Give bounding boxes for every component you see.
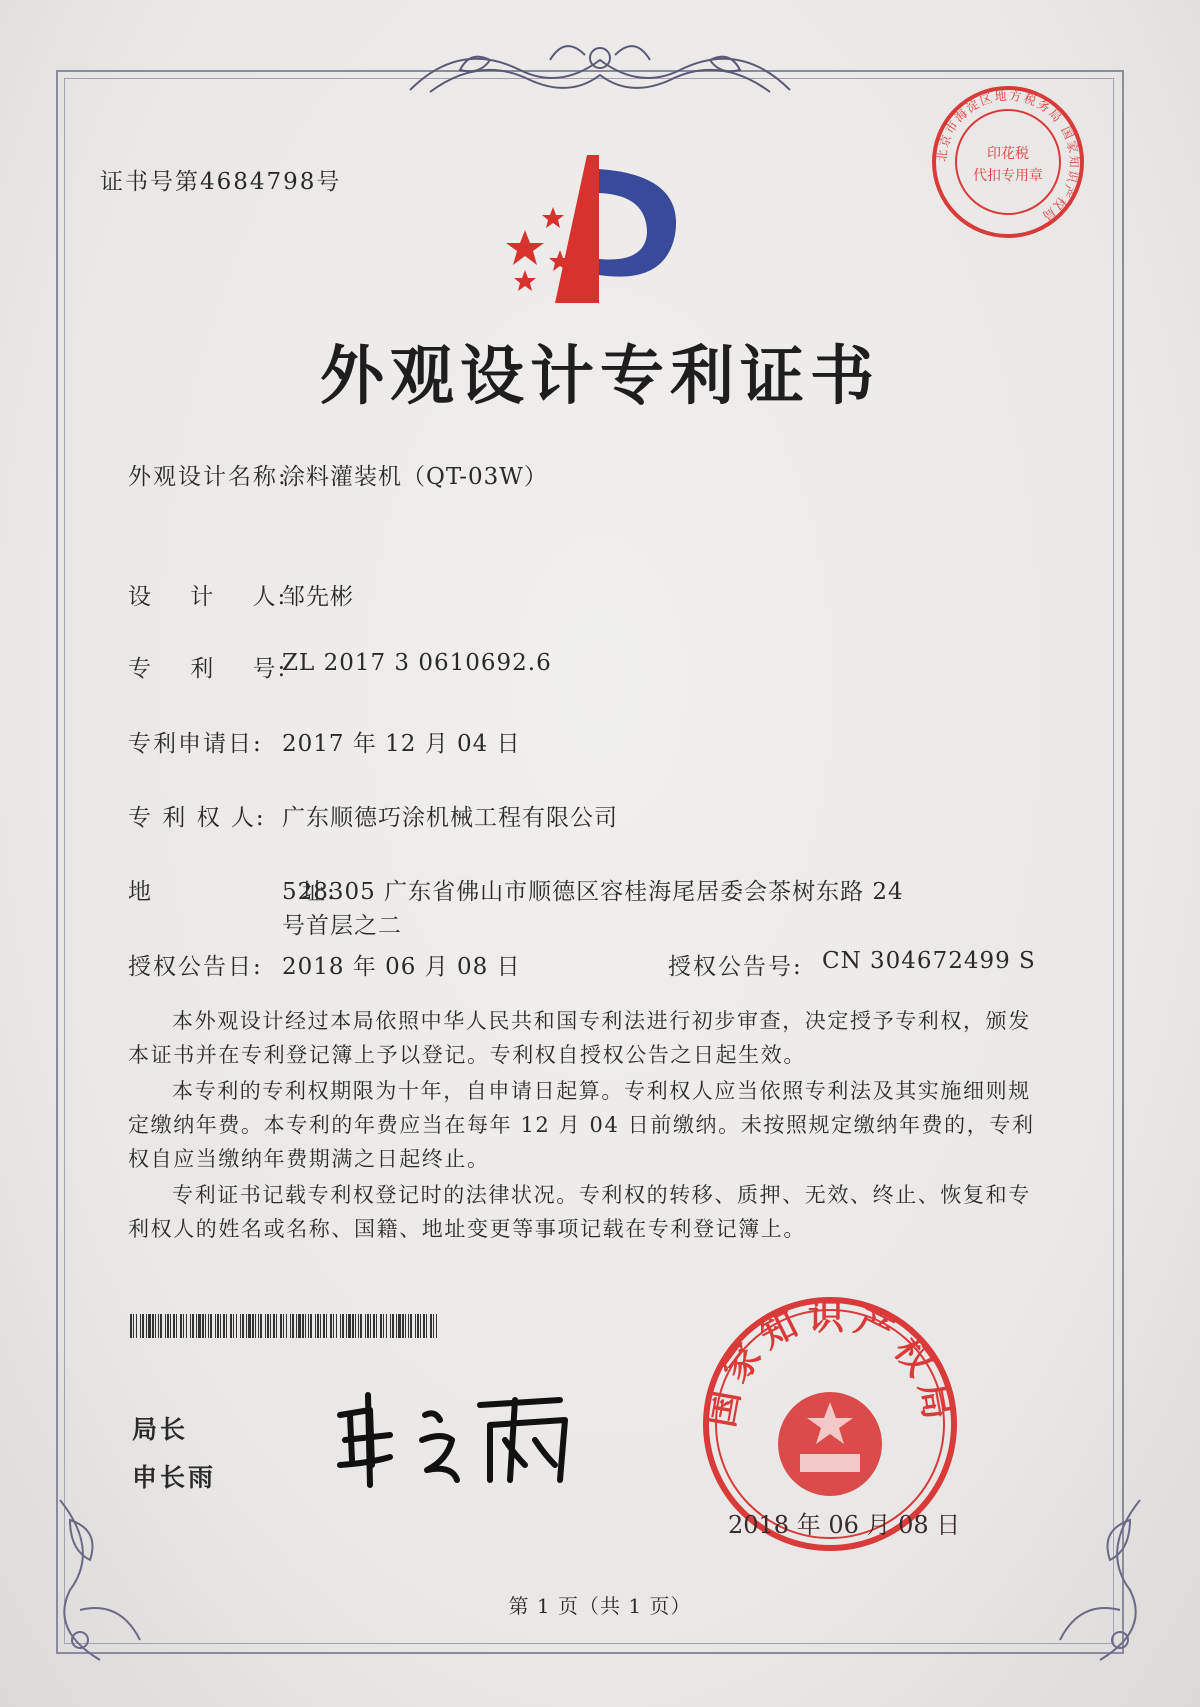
tax-stamp-center-line1: 印花税 xyxy=(987,146,1029,162)
patent-number-label: 专 利 号: xyxy=(128,656,288,682)
grant-date-label: 授权公告日: xyxy=(128,954,263,980)
grant-date-value: 2018 年 06 月 08 日 xyxy=(282,954,521,980)
designer-value: 邹先彬 xyxy=(282,584,354,610)
paragraph-2: 本专利的专利权期限为十年，自申请日起算。专利权人应当依照专利法及其实施细则规定缴纳年费。本专利的年费应当在每年 12 月 04 日前缴纳。未按照规定缴纳年费的，专利权自应当缴纳年费期满之日起终止。 xyxy=(128,1079,1035,1171)
top-ornament-icon xyxy=(400,30,800,110)
patent-office-emblem-icon xyxy=(495,155,695,305)
address-label: 地 址: xyxy=(128,879,337,905)
patent-number-value: ZL 2017 3 0610692.6 xyxy=(282,650,552,676)
grant-number-label: 授权公告号: xyxy=(668,954,803,980)
filing-date-label: 专利申请日: xyxy=(128,731,263,757)
designer-label: 设 计 人: xyxy=(128,584,288,610)
address-value-line1: 528305 广东省佛山市顺德区容桂海尾居委会茶树东路 24 xyxy=(282,879,904,905)
barcode-icon xyxy=(130,1314,440,1338)
page-footer: 第 1 页（共 1 页） xyxy=(508,1594,692,1618)
certificate-number: 证书号第4684798号 xyxy=(100,169,342,195)
tax-stamp-ring-text: 北京市海淀区地方税务局 国家知识产权局 xyxy=(934,88,1082,225)
filing-date-value: 2017 年 12 月 04 日 xyxy=(282,731,521,757)
bottom-left-ornament-icon xyxy=(40,1490,180,1670)
paragraph-3: 专利证书记载专利权登记时的法律状况。专利权的转移、质押、无效、终止、恢复和专利权人的姓名或名称、国籍、地址变更等事项记载在专利登记簿上。 xyxy=(128,1183,1031,1241)
grant-number-value: CN 304672499 S xyxy=(822,948,1036,974)
tax-stamp-center-line2: 代扣专用章 xyxy=(973,168,1043,184)
handwritten-signature-icon xyxy=(330,1385,600,1495)
bottom-right-ornament-icon xyxy=(1020,1490,1160,1670)
document-title: 外观设计专利证书 xyxy=(320,340,880,414)
signatory-name: 申长雨 xyxy=(132,1463,217,1492)
seal-ring-text: 国家知识产权局 xyxy=(701,1297,959,1431)
tax-stamp-icon xyxy=(928,82,1088,242)
design-name-value: 涂料灌装机（QT-03W） xyxy=(282,464,548,490)
design-name-label: 外观设计名称: xyxy=(128,464,288,490)
seal-date: 2018 年 06 月 08 日 xyxy=(728,1511,961,1539)
patentee-value: 广东顺德巧涂机械工程有限公司 xyxy=(282,805,618,831)
patentee-label: 专 利 权 人: xyxy=(128,805,266,831)
address-value-line2: 号首层之二 xyxy=(282,913,402,939)
paragraph-1: 本外观设计经过本局依照中华人民共和国专利法进行初步审查，决定授予专利权，颁发本证书并在专利登记簿上予以登记。专利权自授权公告之日起生效。 xyxy=(128,1009,1031,1067)
signatory-title: 局长 xyxy=(132,1415,189,1444)
